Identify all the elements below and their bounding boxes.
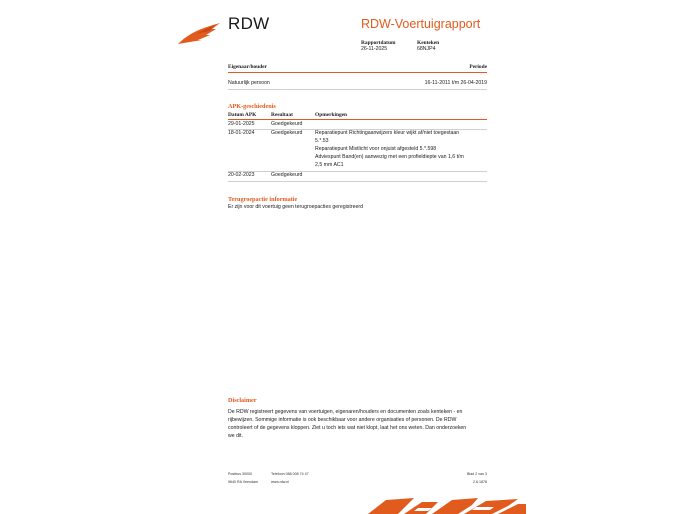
plate-value: 68NJP4 — [417, 46, 436, 52]
footer-page-number: Blad 2 van 3 — [467, 472, 487, 476]
owner-period: 16-11-2011 t/m 26-04-2019 — [424, 80, 487, 86]
disclaimer-line: rijbewijzen. Sommige informatie is ook beschikbaar voor andere organisaties of personen. De RDW — [228, 417, 457, 423]
report-date-value: 26-11-2025 — [361, 46, 388, 52]
footer-website[interactable]: www.rdw.nl — [271, 480, 289, 484]
apk-col-notes: Opmerkingen — [315, 112, 348, 118]
footer-city: 9640 RA Veendam — [228, 480, 258, 484]
owner-type: Natuurlijk persoon — [228, 80, 270, 86]
apk-row-date: 20-02-2023 — [228, 172, 255, 178]
apk-row-note: Reparatiepunt Richtingaanwijzers kleur wijkt af/niet toegestaan — [315, 130, 460, 136]
apk-row-result: Goedgekeurd — [271, 172, 303, 178]
apk-row-result: Goedgekeurd — [271, 121, 303, 127]
apk-row-result: Goedgekeurd — [271, 130, 303, 136]
period-column-header: Periode — [469, 64, 487, 70]
recall-text: Er zijn voor dit voertuig geen terugroepacties geregistreerd — [228, 204, 363, 210]
recall-section-title: Terugroepactie informatie — [228, 196, 298, 203]
owner-header-rule — [228, 72, 487, 73]
apk-row-note: 5.*.53 — [315, 138, 329, 144]
footer-version: 2.6.1878 — [473, 480, 487, 484]
disclaimer-line: controleert of de gegevens kloppen. Ziet u toch iets wat niet klopt, laat het ons weten. Dan onderzoeken — [228, 425, 467, 431]
disclaimer-line: De RDW registreert gegevens van voertuigen, eigenaren/houders en documenten zoals kenteken - en — [228, 409, 463, 415]
owner-column-header: Eigenaar/houder — [228, 64, 267, 70]
apk-col-date: Datum APK — [228, 112, 257, 118]
report-date-label: Rapportdatum — [361, 40, 396, 46]
apk-section-title: APK-geschiedenis — [228, 103, 276, 110]
apk-row-note: Reparatiepunt Mistlicht voor onjuist afgesteld 5.*.598 — [315, 146, 437, 152]
footer-postbus: Postbus 30000 — [228, 472, 252, 476]
apk-row-note: 2,5 mm AC1 — [315, 162, 344, 168]
plate-label: Kenteken — [417, 40, 440, 46]
disclaimer-line: we dit. — [228, 433, 243, 439]
apk-row-note: Adviespunt Band(en) aanwezig met een profieldiepte van 1,6 t/m — [315, 154, 464, 160]
report-title: RDW-Voertuigrapport — [361, 17, 481, 31]
brand-name: RDW — [228, 14, 270, 33]
footer-phone: Telefoon 088 008 74 47 — [271, 472, 309, 476]
apk-row-date: 29-01-2025 — [228, 121, 255, 127]
apk-header-rule — [228, 119, 487, 120]
owner-row-rule — [228, 89, 487, 90]
disclaimer-title: Disclaimer — [228, 397, 257, 404]
apk-row-rule — [228, 171, 487, 172]
apk-row-date: 18-01-2024 — [228, 130, 255, 136]
apk-col-result: Resultaat — [271, 112, 293, 118]
apk-row-rule — [228, 181, 487, 182]
decorative-brand-stripes-icon — [368, 496, 526, 514]
rdw-logo-icon — [176, 20, 224, 46]
